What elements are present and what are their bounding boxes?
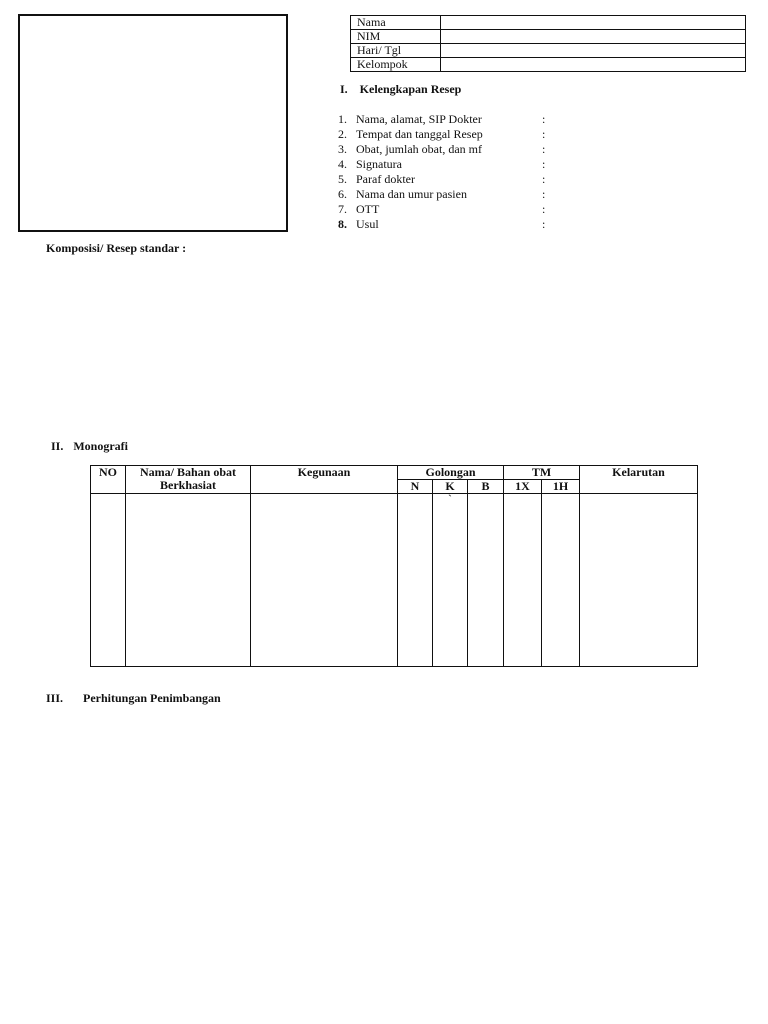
- header-golongan: Golongan: [398, 466, 504, 480]
- cell-gol-k[interactable]: [433, 494, 468, 667]
- checklist-number: 6.: [338, 187, 347, 201]
- checklist-colon: :: [542, 112, 546, 126]
- monograph-entry-row: [91, 494, 698, 667]
- cell-gol-n[interactable]: [398, 494, 433, 667]
- header-tm: TM: [504, 466, 580, 480]
- identity-row-nim: [351, 30, 746, 44]
- cell-gol-b[interactable]: [468, 494, 504, 667]
- checklist-colon: :: [542, 157, 546, 171]
- checklist-item: [338, 127, 568, 142]
- header-nama: [126, 466, 251, 494]
- cell-no[interactable]: [91, 494, 126, 667]
- identity-table: [350, 15, 746, 72]
- identity-row-kelompok: [351, 58, 746, 72]
- checklist-label: Paraf dokter: [356, 172, 415, 186]
- section3-number: III.: [46, 691, 64, 705]
- checklist-colon: :: [542, 202, 546, 216]
- cell-tm-1x[interactable]: [504, 494, 542, 667]
- checklist-number: 5.: [338, 172, 347, 186]
- checklist-number: 8.: [338, 217, 347, 231]
- checklist-label: Signatura: [356, 157, 402, 171]
- checklist-colon: :: [542, 142, 546, 156]
- checklist-label: Tempat dan tanggal Resep: [356, 127, 483, 141]
- cell-kelarutan[interactable]: [580, 494, 698, 667]
- checklist-item: [338, 142, 568, 157]
- section3-heading: [46, 691, 221, 706]
- checklist-label: Obat, jumlah obat, dan mf: [356, 142, 482, 156]
- identity-label: Nama: [351, 16, 441, 30]
- header-gol-b: B: [468, 480, 504, 494]
- header-tm-1h: 1H: [542, 480, 580, 494]
- checklist-number: 3.: [338, 142, 347, 156]
- identity-label: Kelompok: [351, 58, 441, 72]
- checklist-label: Usul: [356, 217, 379, 231]
- checklist-label: Nama dan umur pasien: [356, 187, 467, 201]
- identity-value-field[interactable]: [441, 30, 746, 44]
- checklist-number: 2.: [338, 127, 347, 141]
- header-gol-n: N: [398, 480, 433, 494]
- checklist-colon: :: [542, 187, 546, 201]
- checklist-label: OTT: [356, 202, 380, 216]
- cell-kegunaan[interactable]: [251, 494, 398, 667]
- cell-nama[interactable]: [126, 494, 251, 667]
- section2-heading: [51, 439, 128, 454]
- checklist-item: [338, 172, 568, 187]
- header-kegunaan: Kegunaan: [251, 466, 398, 494]
- section1-heading: [340, 82, 461, 97]
- composition-label: Komposisi/ Resep standar :: [46, 241, 187, 255]
- checklist-colon: :: [542, 172, 546, 186]
- section1-number: I.: [340, 82, 348, 96]
- header-no: NO: [91, 466, 126, 494]
- checklist-number: 4.: [338, 157, 347, 171]
- identity-value-field[interactable]: [441, 44, 746, 58]
- checklist-colon: :: [542, 127, 546, 141]
- checklist-number: 7.: [338, 202, 347, 216]
- identity-value-field[interactable]: [441, 16, 746, 30]
- identity-label: NIM: [351, 30, 441, 44]
- identity-label: Hari/ Tgl: [351, 44, 441, 58]
- header-nama-line2: Berkhasiat: [159, 478, 216, 492]
- section1-title: Kelengkapan Resep: [359, 82, 462, 96]
- photo-box: [18, 14, 288, 232]
- checklist-item: [338, 157, 568, 172]
- prescription-checklist: [338, 112, 568, 232]
- identity-row-tanggal: [351, 44, 746, 58]
- stray-mark: `: [448, 492, 452, 506]
- checklist-item: [338, 187, 568, 202]
- monograph-table: [90, 465, 698, 667]
- checklist-label: Nama, alamat, SIP Dokter: [356, 112, 482, 126]
- section2-number: II.: [51, 439, 64, 453]
- checklist-item: [338, 217, 568, 232]
- checklist-item: [338, 112, 568, 127]
- checklist-colon: :: [542, 217, 546, 231]
- identity-value-field[interactable]: [441, 58, 746, 72]
- identity-row-nama: [351, 16, 746, 30]
- checklist-number: 1.: [338, 112, 347, 126]
- checklist-item: [338, 202, 568, 217]
- header-tm-1x: 1X: [504, 480, 542, 494]
- cell-tm-1h[interactable]: [542, 494, 580, 667]
- header-nama-line1: Nama/ Bahan obat: [139, 465, 237, 479]
- header-kelarutan: Kelarutan: [580, 466, 698, 494]
- section3-title: Perhitungan Penimbangan: [83, 691, 221, 705]
- header-gol-k: K: [433, 480, 468, 494]
- section2-title: Monografi: [73, 439, 128, 453]
